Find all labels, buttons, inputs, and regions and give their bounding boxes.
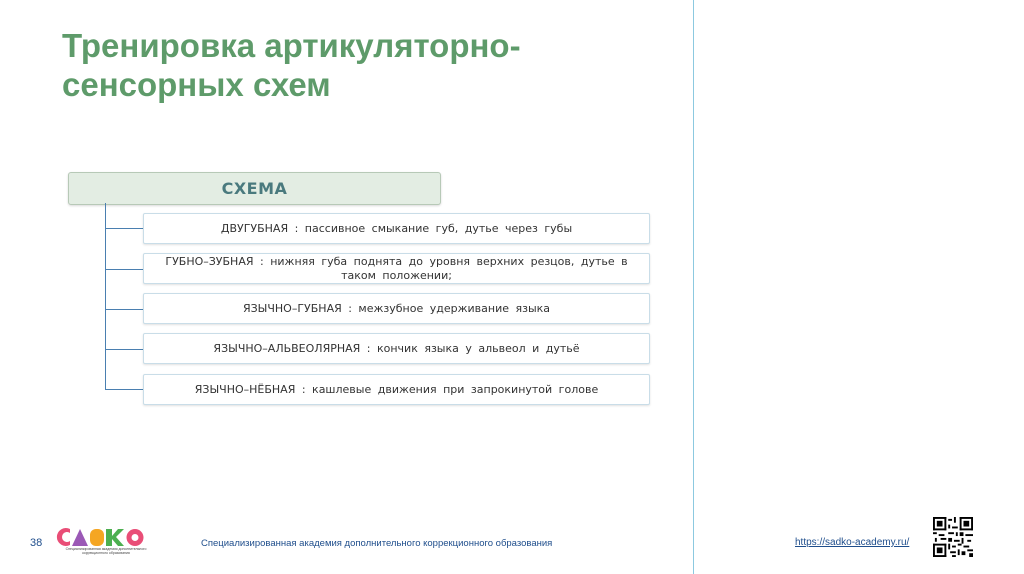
page-number: 38 xyxy=(30,537,43,549)
schema-item-bilabial: ДВУГУБНАЯ : пассивное смыкание губ, дутье через губы xyxy=(143,213,650,244)
connector-branch xyxy=(105,269,143,270)
connector-trunk xyxy=(105,203,106,390)
schema-item-linguolabial: ЯЗЫЧНО–ГУБНАЯ : межзубное удерживание языка xyxy=(143,293,650,324)
qr-code-icon xyxy=(933,517,973,557)
organization-name: Специализированная академия дополнительного коррекционного образования xyxy=(201,538,553,549)
connector-branch xyxy=(105,228,143,229)
connector-branch xyxy=(105,309,143,310)
title-line-2: сенсорных схем xyxy=(62,66,331,103)
slide-title xyxy=(62,26,662,104)
schema-item-palatal: ЯЗЫЧНО–НЁБНАЯ : кашлевые движения при запрокинутой голове xyxy=(143,374,650,405)
title-line-1: Тренировка артикуляторно- xyxy=(62,27,521,64)
schema-item-labiodental: ГУБНО–ЗУБНАЯ : нижняя губа поднята до уровня верхних резцов, дутье в таком положении; xyxy=(143,253,650,284)
logo-subtitle: Специализированная академия дополнительного коррекционного образования xyxy=(65,547,147,555)
connector-branch xyxy=(105,389,143,390)
connector-branch xyxy=(105,349,143,350)
website-link[interactable]: https://sadko-academy.ru/ xyxy=(795,537,910,548)
divider-line xyxy=(693,0,694,574)
schema-header: СХЕМА xyxy=(68,172,441,205)
schema-item-alveolar: ЯЗЫЧНО–АЛЬВЕОЛЯРНАЯ : кончик языка у альвеол и дутьё xyxy=(143,333,650,364)
